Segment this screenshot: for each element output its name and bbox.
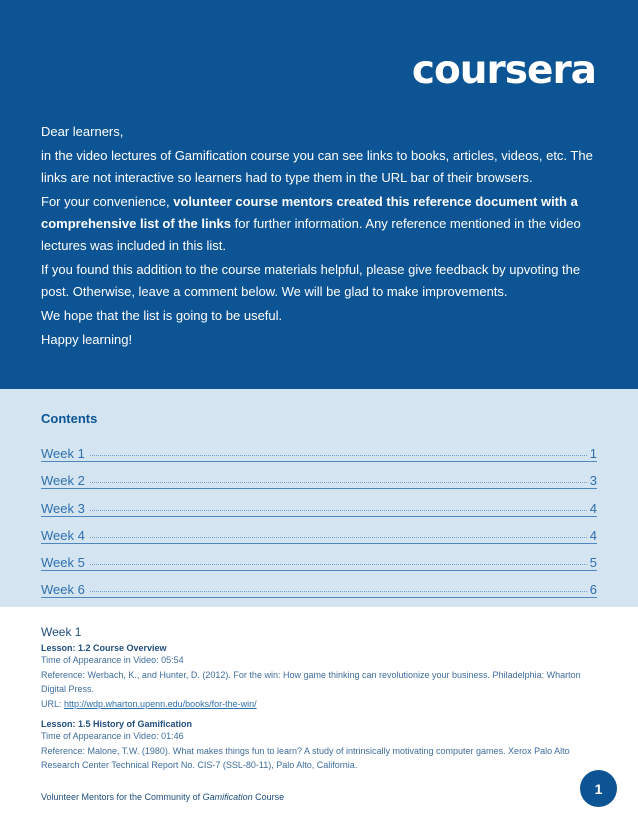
week-1-section bbox=[41, 625, 601, 773]
footer-prefix: Volunteer Mentors for the Community of bbox=[41, 792, 203, 802]
p2-suffix: for further information. Any reference mentioned in the video lectures was included in this list. bbox=[41, 216, 581, 253]
toc-item-week-3[interactable] bbox=[41, 489, 597, 516]
toc-item-week-5[interactable] bbox=[41, 544, 597, 571]
toc-label: Week 5 bbox=[41, 554, 85, 570]
greeting: Dear learners, bbox=[41, 124, 124, 139]
url-label: URL: bbox=[41, 698, 65, 709]
p2-prefix: For your convenience, bbox=[41, 194, 174, 209]
toc-page: 1 bbox=[589, 446, 597, 462]
week-heading: Week 1 bbox=[41, 625, 82, 639]
page-number-badge: 1 bbox=[580, 770, 617, 807]
coursera-logo: coursera bbox=[411, 48, 596, 93]
toc-label: Week 6 bbox=[41, 582, 85, 598]
toc-item-week-6[interactable] bbox=[41, 571, 597, 598]
footer-suffix: Course bbox=[252, 792, 285, 802]
toc-page: 4 bbox=[589, 527, 597, 543]
intro-paragraph-3: If you found this addition to the course materials helpful, please give feedback by upvoting the post. Otherwise, leave a comment below. We will be glad to make improvements. bbox=[41, 262, 581, 299]
toc-leader bbox=[90, 510, 587, 511]
toc-label: Week 3 bbox=[41, 500, 85, 516]
lesson-title: Lesson: 1.5 History of Gamification bbox=[41, 719, 193, 729]
lesson-url-line bbox=[41, 697, 601, 712]
toc-leader bbox=[90, 591, 587, 592]
lesson-time: Time of Appearance in Video: 01:46 bbox=[41, 731, 184, 741]
table-of-contents bbox=[0, 389, 638, 607]
p2-bold: volunteer course mentors created this reference document with a comprehensive list of the links bbox=[41, 194, 578, 231]
toc-leader bbox=[90, 564, 587, 565]
toc-list bbox=[41, 435, 597, 598]
toc-page: 6 bbox=[589, 582, 597, 598]
lesson-reference: Reference: Malone, T.W. (1980). What makes things fun to learn? A study of intrinsically motivating computer games. Xerox Palo Alto Research Center Technical Report No. CIS-7 (SSL-80-11), Palo Alto, California. bbox=[41, 745, 570, 770]
page-footer bbox=[41, 792, 284, 802]
toc-page: 3 bbox=[589, 473, 597, 489]
toc-page: 4 bbox=[589, 500, 597, 516]
footer-course-name: Gamification bbox=[202, 792, 253, 802]
toc-label: Week 1 bbox=[41, 446, 85, 462]
reference-link[interactable]: http://wdp.wharton.upenn.edu/books/for-the-win/ bbox=[64, 698, 257, 709]
toc-item-week-2[interactable] bbox=[41, 462, 597, 489]
lesson-reference: Reference: Werbach, K., and Hunter, D. (2012). For the win: How game thinking can revolutionize your business. Philadelphia: Wharton Digital Press. bbox=[41, 669, 581, 694]
toc-page: 5 bbox=[589, 554, 597, 570]
intro-paragraph-5: Happy learning! bbox=[41, 332, 133, 347]
toc-label: Week 2 bbox=[41, 473, 85, 489]
intro-letter bbox=[41, 121, 601, 353]
intro-paragraph-4: We hope that the list is going to be useful. bbox=[41, 308, 283, 323]
lesson-title: Lesson: 1.2 Course Overview bbox=[41, 643, 167, 653]
toc-label: Week 4 bbox=[41, 527, 85, 543]
contents-title: Contents bbox=[41, 411, 98, 426]
toc-leader bbox=[90, 537, 587, 538]
intro-paragraph-1: in the video lectures of Gamification course you can see links to books, articles, videos, etc. The links are not interactive so learners had to type them in the URL bar of their browsers. bbox=[41, 148, 593, 185]
toc-leader bbox=[90, 482, 587, 483]
toc-item-week-4[interactable] bbox=[41, 517, 597, 544]
header-banner bbox=[0, 0, 638, 389]
toc-leader bbox=[90, 455, 587, 456]
intro-paragraph-2 bbox=[41, 191, 601, 257]
toc-item-week-1[interactable] bbox=[41, 435, 597, 462]
lesson-time: Time of Appearance in Video: 05:54 bbox=[41, 655, 184, 665]
